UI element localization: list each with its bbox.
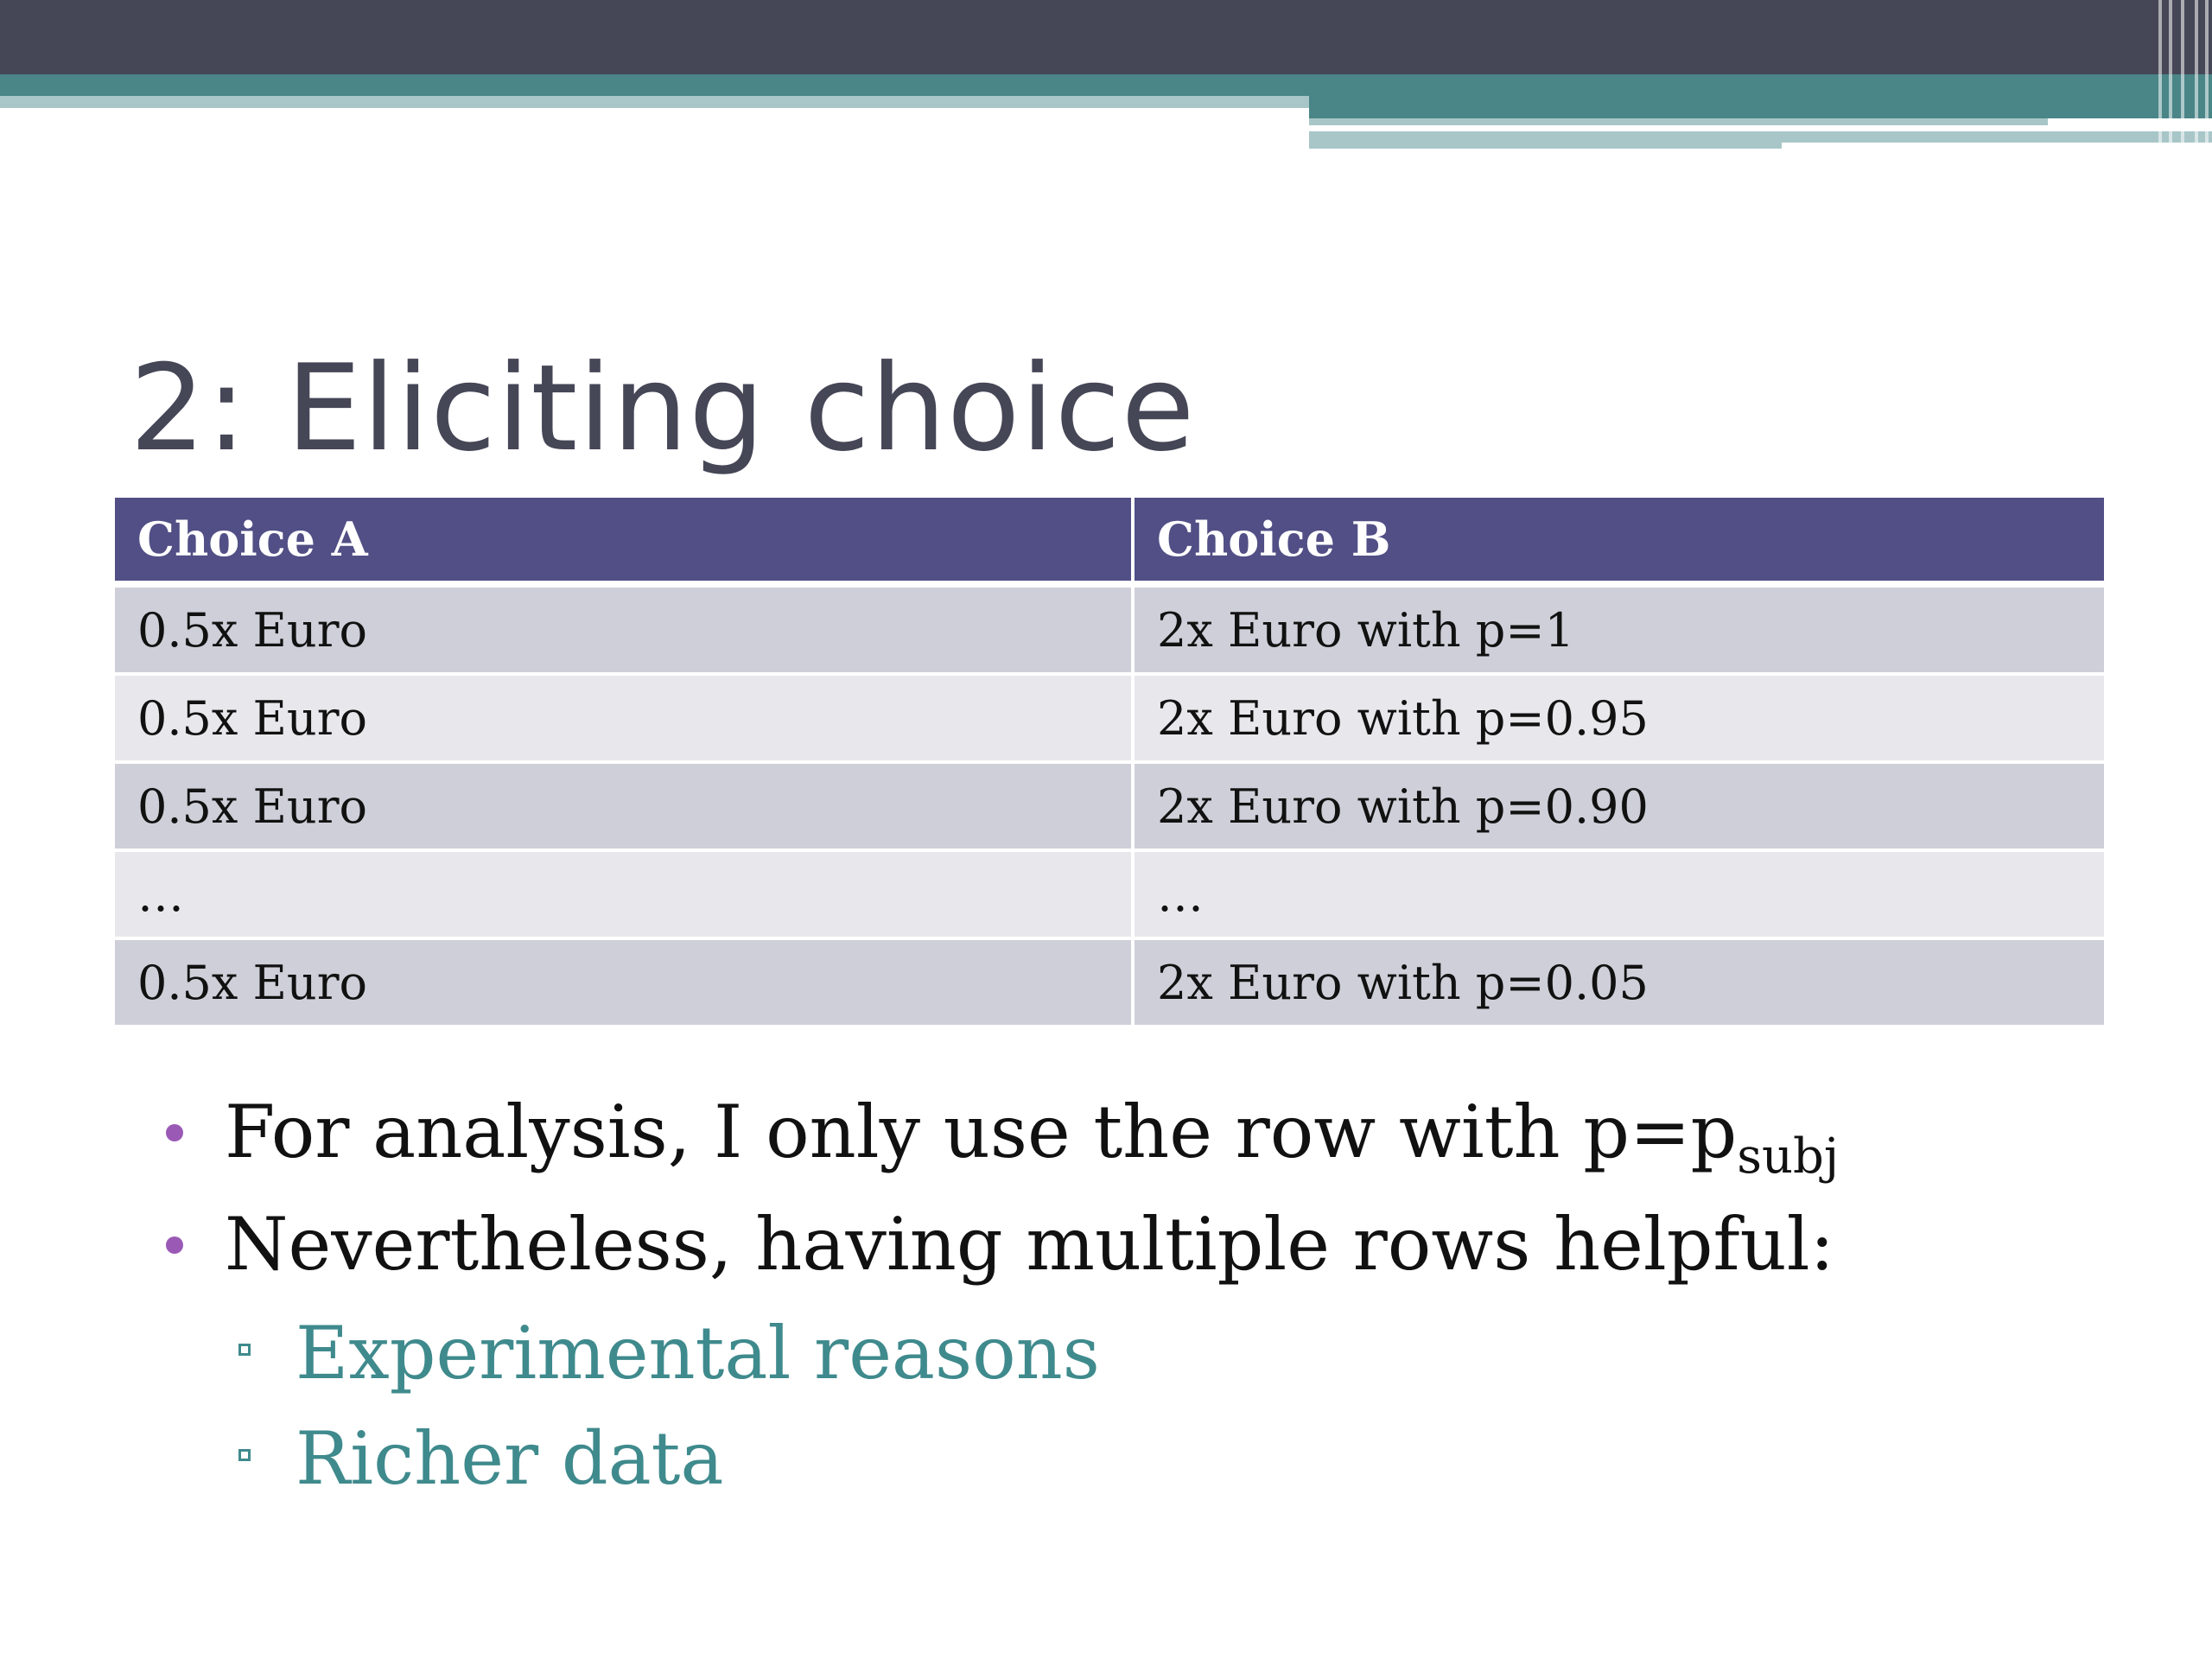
top-bar-right-line-cut	[1782, 143, 2212, 149]
table-header-row	[115, 498, 2104, 588]
cell-choice-a: 0.5x Euro	[115, 588, 1135, 676]
cell-choice-b: 2x Euro with p=0.95	[1135, 676, 2104, 764]
slide-title: 2: Eliciting choice	[130, 339, 1196, 478]
subbullet-text: Richer data	[296, 1416, 724, 1501]
subscript-subj: subj	[1737, 1128, 1840, 1185]
subbullet-text: Experimental reasons	[296, 1311, 1100, 1395]
table-row	[115, 852, 2104, 940]
bullet-list	[156, 1076, 1839, 1511]
table-row	[115, 940, 2104, 1028]
square-bullet-icon	[238, 1449, 251, 1461]
top-bar-dark	[0, 0, 2212, 74]
header-choice-a: Choice A	[115, 498, 1135, 588]
top-bar-light	[0, 96, 1309, 108]
table-row	[115, 588, 2104, 676]
header-choice-b: Choice B	[1135, 498, 2104, 588]
bullet-item-nevertheless	[156, 1188, 1839, 1300]
cell-choice-b: 2x Euro with p=1	[1135, 588, 2104, 676]
square-bullet-icon	[238, 1344, 251, 1356]
cell-choice-b: 2x Euro with p=0.90	[1135, 764, 2104, 852]
cell-choice-b: 2x Euro with p=0.05	[1135, 940, 2104, 1028]
cell-choice-a: 0.5x Euro	[115, 764, 1135, 852]
top-bar-right-line	[1309, 118, 2048, 125]
top-bar-teal	[0, 74, 2212, 96]
bullet-text: For analysis, I only use the row with p=p	[225, 1090, 1738, 1174]
table-row	[115, 676, 2104, 764]
cell-choice-a: …	[115, 852, 1135, 940]
edge-stripes-decoration	[2152, 0, 2212, 149]
cell-choice-a: 0.5x Euro	[115, 940, 1135, 1028]
choice-table	[115, 498, 2104, 1028]
subbullet-item-richer	[156, 1406, 1839, 1511]
cell-choice-b: …	[1135, 852, 2104, 940]
table-row	[115, 764, 2104, 852]
subbullet-item-experimental	[156, 1300, 1839, 1406]
bullet-text: Nevertheless, having multiple rows helpful:	[225, 1202, 1834, 1287]
top-bar-right-teal	[1309, 96, 2212, 118]
bullet-dot-icon	[166, 1236, 183, 1254]
bullet-dot-icon	[166, 1124, 183, 1141]
cell-choice-a: 0.5x Euro	[115, 676, 1135, 764]
bullet-item-analysis	[156, 1076, 1839, 1188]
